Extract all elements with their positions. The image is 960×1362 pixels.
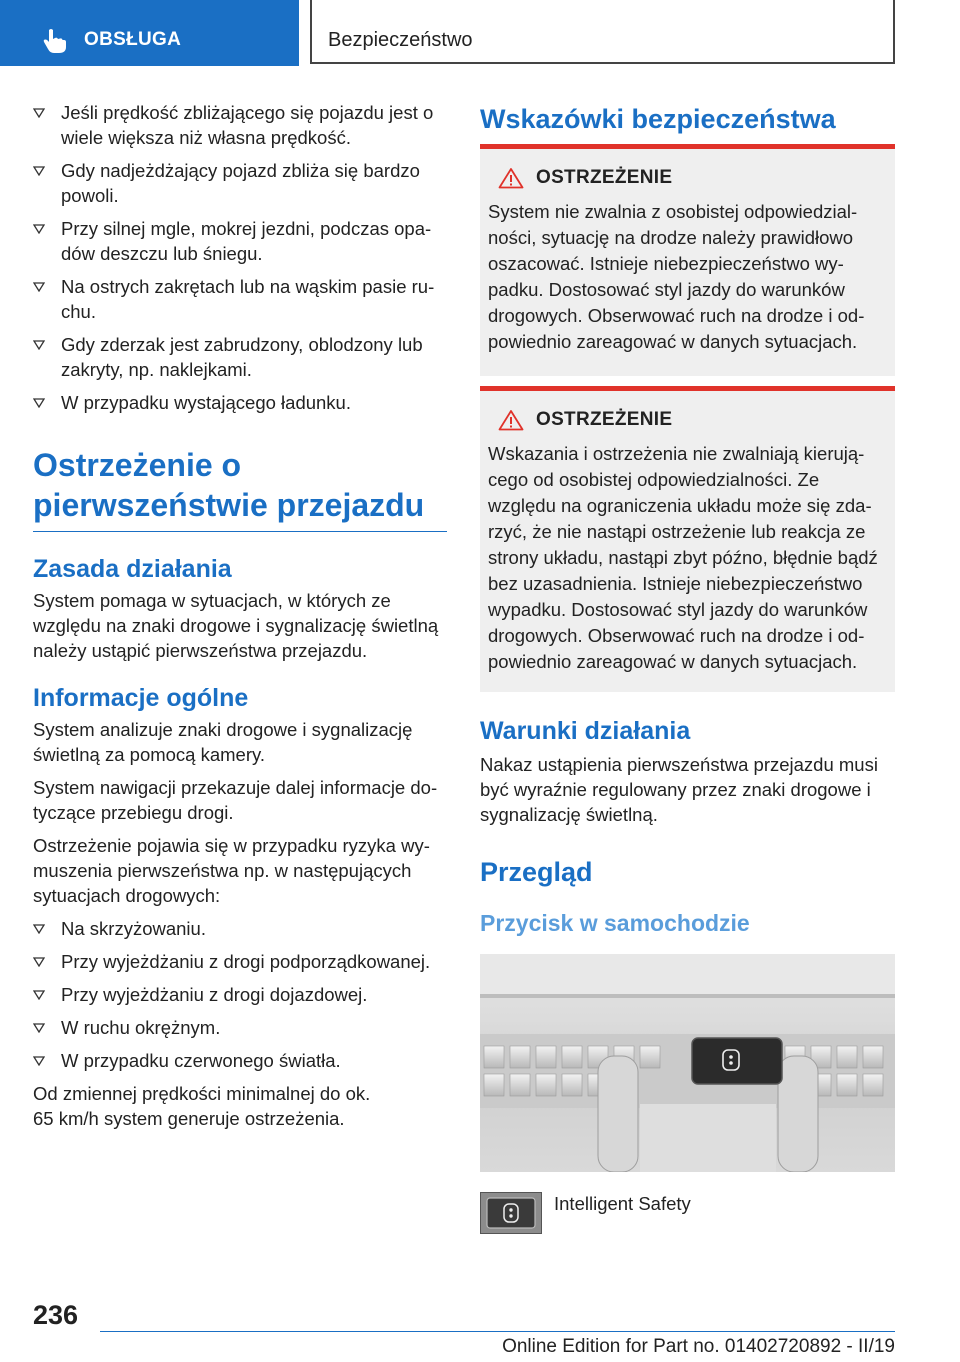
triangle-bullet-icon bbox=[33, 108, 45, 118]
chapter-label: Bezpieczeństwo bbox=[328, 29, 473, 51]
safety-button-thumbnail bbox=[480, 1192, 542, 1234]
heading-rule bbox=[33, 531, 447, 532]
closing-text: Od zmiennej prędkości minimalnej do ok. 65 km/h system generuje ostrzeżenia. bbox=[33, 1083, 371, 1129]
safety-button-label: Intelligent Safety bbox=[554, 1193, 691, 1214]
situations-list bbox=[33, 916, 447, 1073]
conditions-heading: Warunki działania bbox=[480, 717, 691, 745]
limitations-list bbox=[33, 100, 447, 415]
chapter-header bbox=[310, 0, 895, 64]
car-button-photo bbox=[480, 954, 895, 1172]
list-item: Przy silnej mgle, mokrej jezdni, podczas opadów deszczu lub śniegu. bbox=[33, 216, 447, 266]
info-paragraph-1: System analizuje znaki drogowe i sygnalizację świetlną za pomocą kamery. bbox=[33, 719, 413, 765]
main-heading: Ostrzeżenie o pierwszeństwie przejazdu bbox=[33, 447, 425, 523]
warning-title: OSTRZEŻENIE bbox=[536, 409, 673, 430]
list-item: Gdy zderzak jest zabrudzony, oblodzony lub zakryty, np. naklejkami. bbox=[33, 332, 447, 382]
warning-text: System nie zwalnia z osobistej odpowiedzialności, sytuację na drodze należy prawidłowo oszacować. Istnieje niebezpieczeństwo wypadku. Dostosować styl jazdy do warunków drogowych. Obserwować ruch na drodze i odpowiednio zareagować w danych sytuacjach. bbox=[488, 201, 865, 352]
safety-heading: Wskazówki bezpieczeństwa bbox=[480, 104, 836, 134]
triangle-bullet-icon bbox=[33, 398, 45, 408]
page-number: 236 bbox=[33, 1300, 79, 1330]
warning-title-row bbox=[498, 409, 881, 431]
list-item: Przy wyjeżdżaniu z drogi dojazdowej. bbox=[33, 982, 447, 1007]
info-heading: Informacje ogólne bbox=[33, 684, 249, 712]
list-item: Jeśli prędkość zbliżającego się pojazdu jest o wiele większa niż własna prędkość. bbox=[33, 100, 447, 150]
warning-box-1 bbox=[480, 144, 895, 376]
triangle-bullet-icon bbox=[33, 340, 45, 350]
right-column-heading bbox=[480, 102, 895, 136]
zasada-heading: Zasada działania bbox=[33, 555, 232, 583]
triangle-bullet-icon bbox=[33, 282, 45, 292]
zasada-text: System pomaga w sytuacjach, w których ze względu na znaki drogowe i sygnalizację świetlną należy ustąpić pierwszeństwa przejazdu. bbox=[33, 590, 439, 661]
conditions-text: Nakaz ustąpienia pierwszeństwa przejazdu musi być wyraźnie regulowany przez znaki drogowe i sygnalizację świetlną. bbox=[480, 754, 878, 825]
triangle-bullet-icon bbox=[33, 1023, 45, 1033]
section-tab[interactable] bbox=[0, 0, 299, 66]
footer-rule bbox=[100, 1331, 895, 1332]
warning-text: Wskazania i ostrzeżenia nie zwalniają kierującego od osobistej odpowiedzialności. Ze względu na ograniczenia układu może się zdarzyć, że nie nastąpi ostrzeżenie lub reakcja ze strony układu, nastąpi zbyt późno, błędnie bądź bez uzasadnienia. Istnieje niebezpieczeństwo wypadku. Dostosować styl jazdy do warunków drogowych. Obserwować ruch na drodze i odpowiednio zareagować w danych sytuacjach. bbox=[488, 443, 878, 672]
overview-heading: Przegląd bbox=[480, 857, 593, 887]
triangle-bullet-icon bbox=[33, 924, 45, 934]
triangle-bullet-icon bbox=[33, 224, 45, 234]
info-paragraph-2: System nawigacji przekazuje dalej informacje dotyczące przebiegu drogi. bbox=[33, 777, 438, 823]
info-paragraph-3: Ostrzeżenie pojawia się w przypadku ryzyka wymuszenia pierwszeństwa np. w następujących sytuacjach drogowych: bbox=[33, 835, 430, 906]
list-item: W ruchu okrężnym. bbox=[33, 1015, 447, 1040]
list-item: Przy wyjeżdżaniu z drogi podporządkowanej. bbox=[33, 949, 447, 974]
section-label: OBSŁUGA bbox=[84, 29, 182, 50]
list-item: W przypadku czerwonego światła. bbox=[33, 1048, 447, 1073]
dashboard-illustration bbox=[480, 954, 895, 1172]
list-item: Gdy nadjeżdżający pojazd zbliża się bardzo powoli. bbox=[33, 158, 447, 208]
edition-text: Online Edition for Part no. 01402720892 - II/19 bbox=[502, 1336, 895, 1357]
warning-title: OSTRZEŻENIE bbox=[536, 167, 673, 188]
warning-title-row bbox=[498, 167, 881, 189]
left-column bbox=[33, 100, 447, 1131]
warning-triangle-icon bbox=[498, 167, 524, 189]
right-column-lower bbox=[480, 716, 895, 937]
safety-button-icon bbox=[481, 1193, 541, 1233]
warning-triangle-icon bbox=[498, 409, 524, 431]
hand-pointer-icon bbox=[40, 27, 68, 55]
button-heading: Przycisk w samochodzie bbox=[480, 910, 750, 936]
list-item: W przypadku wystającego ładunku. bbox=[33, 390, 447, 415]
list-item: Na skrzyżowaniu. bbox=[33, 916, 447, 941]
warning-box-2 bbox=[480, 386, 895, 692]
list-item: Na ostrych zakrętach lub na wąskim pasie ruchu. bbox=[33, 274, 447, 324]
triangle-bullet-icon bbox=[33, 957, 45, 967]
triangle-bullet-icon bbox=[33, 1056, 45, 1066]
triangle-bullet-icon bbox=[33, 166, 45, 176]
triangle-bullet-icon bbox=[33, 990, 45, 1000]
